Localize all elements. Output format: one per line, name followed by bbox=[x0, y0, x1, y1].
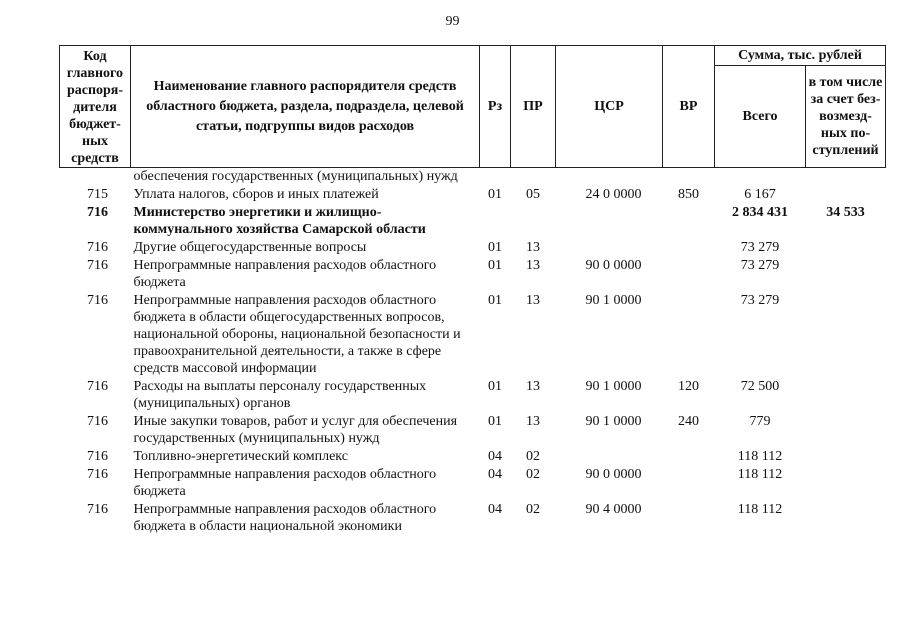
cell-nonrepayable bbox=[806, 168, 886, 186]
header-csr: ЦСР bbox=[556, 46, 663, 168]
cell-rz: 01 bbox=[488, 379, 502, 394]
cell-code bbox=[60, 168, 131, 186]
cell-total: 73 279 bbox=[740, 240, 780, 255]
cell-nonrepayable: 34 533 bbox=[826, 205, 865, 220]
table-row bbox=[60, 203, 886, 238]
cell-csr bbox=[556, 203, 663, 238]
cell-nonrepayable bbox=[806, 465, 886, 500]
cell-rz bbox=[480, 168, 511, 186]
cell-code: 715 bbox=[87, 187, 108, 202]
header-total: Всего bbox=[715, 66, 806, 168]
page-number: 99 bbox=[445, 14, 460, 29]
cell-name: Уплата налогов, сборов и иных платежей bbox=[133, 187, 379, 202]
cell-vr bbox=[663, 447, 715, 465]
cell-name: Министерство энергетики и жилищно-коммунального хозяйства Самарской области bbox=[133, 205, 426, 237]
table-row bbox=[60, 447, 886, 465]
cell-name: Непрограммные направления расходов областного бюджета в области национальной экономики bbox=[133, 502, 437, 534]
cell-total: 779 bbox=[749, 414, 771, 429]
budget-table bbox=[59, 45, 886, 535]
cell-pr bbox=[511, 203, 556, 238]
header-code: Код главного распоря-дителя бюджет-ных средств bbox=[60, 46, 131, 168]
cell-total: 118 112 bbox=[737, 502, 783, 517]
table-row bbox=[60, 238, 886, 256]
cell-pr: 13 bbox=[526, 293, 540, 308]
cell-pr: 02 bbox=[526, 467, 540, 482]
cell-nonrepayable bbox=[806, 377, 886, 412]
cell-code: 716 bbox=[87, 502, 108, 517]
cell-nonrepayable bbox=[806, 238, 886, 256]
table-row bbox=[60, 168, 886, 186]
cell-rz: 04 bbox=[488, 449, 502, 464]
cell-code: 716 bbox=[87, 414, 108, 429]
cell-code: 716 bbox=[87, 467, 108, 482]
table-row bbox=[60, 465, 886, 500]
cell-rz: 01 bbox=[488, 293, 502, 308]
cell-total bbox=[715, 168, 806, 186]
cell-total: 72 500 bbox=[740, 379, 780, 394]
cell-vr bbox=[663, 238, 715, 256]
cell-csr bbox=[556, 168, 663, 186]
cell-pr: 02 bbox=[526, 502, 540, 517]
cell-rz: 04 bbox=[488, 502, 502, 517]
cell-rz: 04 bbox=[488, 467, 502, 482]
cell-name: Непрограммные направления расходов областного бюджета bbox=[133, 258, 437, 290]
table-row bbox=[60, 185, 886, 203]
cell-nonrepayable bbox=[806, 185, 886, 203]
cell-total: 118 112 bbox=[737, 449, 783, 464]
cell-nonrepayable bbox=[806, 291, 886, 377]
cell-vr: 850 bbox=[678, 187, 699, 202]
cell-rz: 01 bbox=[488, 258, 502, 273]
cell-nonrepayable bbox=[806, 447, 886, 465]
cell-rz: 01 bbox=[488, 240, 502, 255]
cell-nonrepayable bbox=[806, 412, 886, 447]
cell-code: 716 bbox=[87, 293, 108, 308]
cell-pr: 13 bbox=[526, 258, 540, 273]
table-row bbox=[60, 291, 886, 377]
table-row bbox=[60, 377, 886, 412]
cell-name: Иные закупки товаров, работ и услуг для обеспечения государственных (муниципальных) нужд bbox=[133, 414, 458, 446]
header-rz: Рз bbox=[480, 46, 511, 168]
cell-csr: 90 0 0000 bbox=[585, 467, 642, 482]
cell-code: 716 bbox=[87, 240, 108, 255]
cell-nonrepayable bbox=[806, 256, 886, 291]
table-row bbox=[60, 412, 886, 447]
cell-pr: 05 bbox=[526, 187, 540, 202]
cell-vr bbox=[663, 203, 715, 238]
cell-rz: 01 bbox=[488, 414, 502, 429]
cell-pr: 02 bbox=[526, 449, 540, 464]
cell-pr bbox=[511, 168, 556, 186]
cell-code: 716 bbox=[87, 205, 108, 220]
cell-code: 716 bbox=[87, 258, 108, 273]
table-row bbox=[60, 500, 886, 535]
header-name: Наименование главного распорядителя средств областного бюджета, раздела, подраздела, целевой статьи, подгруппы видов расходов bbox=[131, 46, 480, 168]
cell-pr: 13 bbox=[526, 379, 540, 394]
cell-vr bbox=[663, 465, 715, 500]
cell-csr: 24 0 0000 bbox=[585, 187, 642, 202]
cell-vr bbox=[663, 291, 715, 377]
cell-vr: 120 bbox=[678, 379, 699, 394]
cell-name: Другие общегосударственные вопросы bbox=[133, 240, 367, 255]
cell-vr bbox=[663, 256, 715, 291]
header-nonrepayable: в том числе за счет без-возмезд-ных по-ступлений bbox=[806, 66, 886, 168]
header-pr: ПР bbox=[511, 46, 556, 168]
cell-total: 118 112 bbox=[737, 467, 783, 482]
table-row bbox=[60, 256, 886, 291]
cell-pr: 13 bbox=[526, 414, 540, 429]
cell-rz: 01 bbox=[488, 187, 502, 202]
cell-pr: 13 bbox=[526, 240, 540, 255]
cell-vr bbox=[663, 500, 715, 535]
table-header bbox=[60, 46, 886, 168]
cell-csr: 90 0 0000 bbox=[585, 258, 642, 273]
cell-csr: 90 4 0000 bbox=[585, 502, 642, 517]
cell-code: 716 bbox=[87, 379, 108, 394]
cell-name: обеспечения государственных (муниципальных) нужд bbox=[133, 169, 458, 184]
cell-total: 6 167 bbox=[744, 187, 776, 202]
cell-code: 716 bbox=[87, 449, 108, 464]
cell-nonrepayable bbox=[806, 500, 886, 535]
cell-total: 2 834 431 bbox=[732, 205, 788, 220]
cell-name: Непрограммные направления расходов областного бюджета bbox=[133, 467, 437, 499]
cell-csr bbox=[556, 238, 663, 256]
cell-csr: 90 1 0000 bbox=[585, 379, 642, 394]
cell-total: 73 279 bbox=[740, 258, 780, 273]
cell-vr: 240 bbox=[678, 414, 699, 429]
cell-name: Расходы на выплаты персоналу государственных (муниципальных) органов bbox=[133, 379, 427, 411]
cell-vr bbox=[663, 168, 715, 186]
header-sum: Сумма, тыс. рублей bbox=[715, 46, 886, 66]
cell-name: Непрограммные направления расходов областного бюджета в области общегосударственных вопросов, национальной обороны, национальной безопасности и правоохранительной деятельности, а также в сфере средств массовой информации bbox=[133, 293, 461, 376]
header-vr: ВР bbox=[663, 46, 715, 168]
cell-csr bbox=[556, 447, 663, 465]
cell-rz bbox=[480, 203, 511, 238]
table-body bbox=[60, 168, 886, 536]
cell-csr: 90 1 0000 bbox=[585, 293, 642, 308]
cell-total: 73 279 bbox=[740, 293, 780, 308]
cell-name: Топливно-энергетический комплекс bbox=[133, 449, 348, 464]
cell-csr: 90 1 0000 bbox=[585, 414, 642, 429]
